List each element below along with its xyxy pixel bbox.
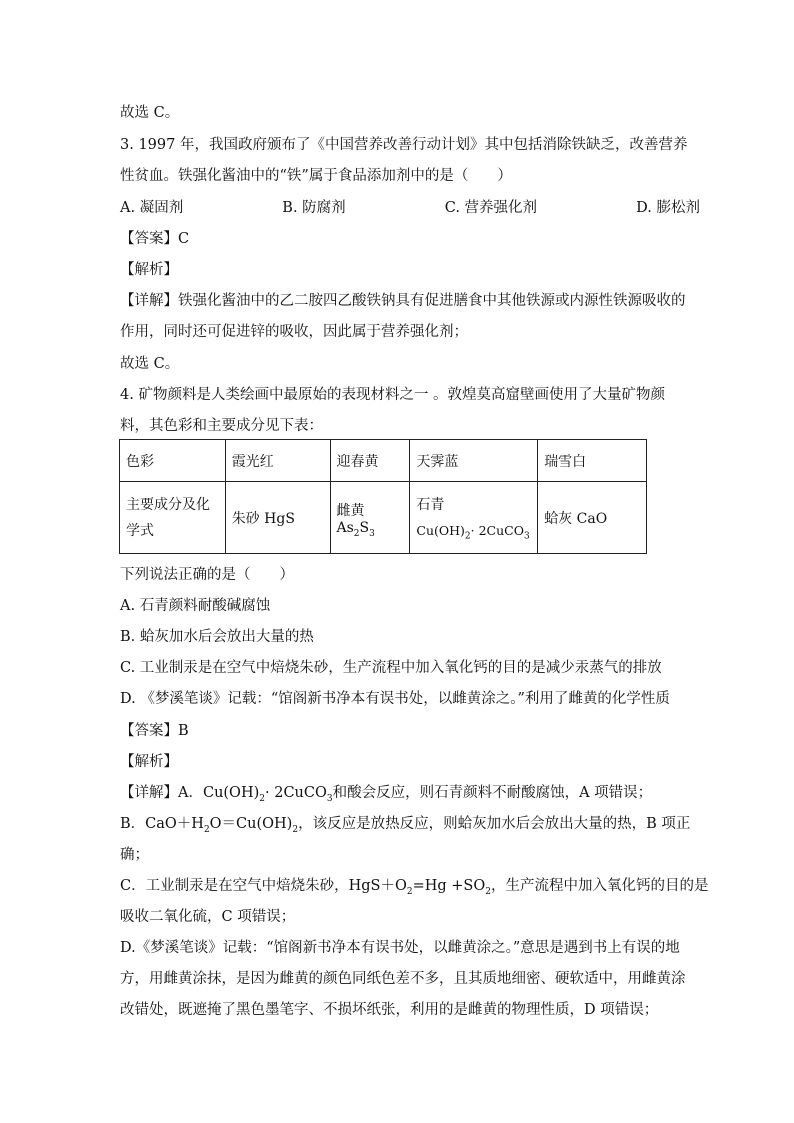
question-3-text: 3. 1997 年，我国政府颁布了《中国营养改善行动计划》其中包括消除铁缺乏，改善营养 <box>120 137 688 153</box>
option-c: C. 工业制汞是在空气中焙烧朱砂，生产流程中加入氧化钙的目的是减少汞蒸气的排放 <box>120 660 662 676</box>
question-4-text: 料，其色彩和主要成分见下表： <box>120 418 323 434</box>
table-cell: 瑞雪白 <box>538 440 647 482</box>
question-3-options <box>120 198 700 218</box>
detail-text-c: C．工业制汞是在空气中焙烧朱砂，$HgS+O_2=Hg +SO_2$，生产流程中加入氧化钙的目的是 <box>120 878 709 897</box>
detail-text-d: 方，用雌黄涂抹，是因为雌黄的颜色同纸色差不多，且其质地细密、硬软适中，用雌黄涂 <box>120 971 686 987</box>
option-c: C. 营养强化剂 <box>444 200 538 216</box>
detail-text-b: B．$CaO+H_2O=Cu(OH)_2$，该反应是放热反应，则蛤灰加水后会放出大量的热，B 项正 <box>120 816 691 835</box>
table-row <box>120 482 647 554</box>
option-b: B. 蛤灰加水后会放出大量的热 <box>120 629 314 645</box>
option-d: D. 《梦溪笔谈》记载：“馆阁新书净本有误书处，以雌黄涂之。”利用了雌黄的化学性质 <box>120 691 670 707</box>
detail-text-c: 吸收二氧化硫，C 项错误； <box>120 909 296 925</box>
detail-text: 作用，同时还可促进锌的吸收，因此属于营养强化剂； <box>120 324 468 340</box>
answer-choice-line: 故选 C。 <box>120 356 180 372</box>
analysis-label: 【解析】 <box>120 262 178 278</box>
analysis-label: 【解析】 <box>120 754 178 770</box>
answer-label: 【答案】B <box>120 723 189 739</box>
table-cell: 朱砂 HgS <box>225 482 330 554</box>
table-cell: 主要成分及化 学式 <box>120 482 226 554</box>
table-cell: 色彩 <box>120 440 226 482</box>
table-cell: 蛤灰 CaO <box>538 482 647 554</box>
question-4-text: 下列说法正确的是（ ） <box>120 567 294 583</box>
detail-text-b: 确； <box>120 847 149 863</box>
detail-text-a: 【详解】A．$Cu(OH)_2\cdot$ 2CuCO$_3$和酸会反应，则石青颜料不耐酸腐蚀，A 项错误； <box>120 785 653 804</box>
table-header-row <box>120 440 647 482</box>
table-cell: 迎春黄 <box>330 440 410 482</box>
detail-text: 【详解】铁强化酱油中的乙二胺四乙酸铁钠具有促进膳食中其他铁源或内源性铁源吸收的 <box>120 293 686 309</box>
question-4-text: 4. 矿物颜料是人类绘画中最原始的表现材料之一 。敦煌莫高窟壁画使用了大量矿物颜 <box>120 387 666 403</box>
pigment-table <box>119 439 647 554</box>
table-cell: 石青 $Cu(OH)_2\cdot$ 2CuCO$_3$ <box>410 482 538 554</box>
option-a: A. 凝固剂 <box>120 200 184 216</box>
answer-choice-line: 故选 C。 <box>120 105 180 121</box>
question-3-text: 性贫血。铁强化酱油中的“铁”属于食品添加剂中的是（ ） <box>120 168 512 184</box>
detail-text-d: 改错处，既遮掩了黑色墨笔字、不损坏纸张，利用的是雌黄的物理性质，D 项错误； <box>120 1002 659 1018</box>
answer-label: 【答案】C <box>120 231 190 247</box>
option-d: D. 膨松剂 <box>636 200 700 216</box>
option-b: B. 防腐剂 <box>282 200 346 216</box>
table-cell: 霞光红 <box>225 440 330 482</box>
detail-text-d: D.《梦溪笔谈》记载：“馆阁新书净本有误书处，以雌黄涂之。”意思是遇到书上有误的地 <box>120 940 680 956</box>
table-cell: 天霁蓝 <box>410 440 538 482</box>
table-cell: 雌黄 $As_2S_3$ <box>330 482 410 554</box>
option-a: A. 石青颜料耐酸碱腐蚀 <box>120 598 271 614</box>
